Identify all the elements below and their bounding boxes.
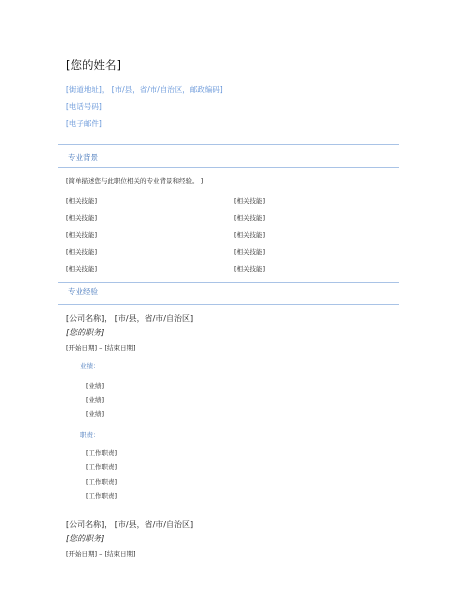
achievement-item[interactable]: [业绩] (86, 396, 105, 404)
email-line[interactable]: [电子邮件] (66, 119, 102, 128)
skill-item[interactable]: [相关技能] (66, 214, 98, 222)
skill-item[interactable]: [相关技能] (66, 248, 98, 256)
company-line[interactable]: [公司名称]， [市/县，省/市/自治区] (66, 520, 194, 529)
resume-name[interactable]: [您的姓名] (66, 58, 121, 72)
section-divider (58, 282, 399, 283)
duty-item[interactable]: [工作职责] (86, 463, 118, 471)
company-line[interactable]: [公司名称]， [市/县，省/市/自治区] (66, 314, 194, 323)
skill-item[interactable]: [相关技能] (234, 197, 266, 205)
phone-line[interactable]: [电话号码] (66, 102, 102, 111)
address-line[interactable]: [街道地址]， [市/县，省/市/自治区，邮政编码] (66, 85, 223, 94)
section-heading-experience: 专业经验 (68, 287, 98, 296)
skill-item[interactable]: [相关技能] (66, 197, 98, 205)
achievement-item[interactable]: [业绩] (86, 382, 105, 390)
skill-item[interactable]: [相关技能] (234, 265, 266, 273)
profile-summary[interactable]: [简单描述您与此职位相关的专业背景和经验。 ] (66, 177, 204, 185)
section-divider (58, 144, 399, 145)
duty-item[interactable]: [工作职责] (86, 478, 118, 486)
skill-item[interactable]: [相关技能] (234, 214, 266, 222)
date-range[interactable]: [开始日期] – [结束日期] (66, 344, 136, 352)
skill-item[interactable]: [相关技能] (234, 248, 266, 256)
section-heading-profile: 专业背景 (68, 153, 98, 162)
achievement-item[interactable]: [业绩] (86, 410, 105, 418)
job-title[interactable]: [您的职务] (66, 328, 105, 337)
skill-item[interactable]: [相关技能] (234, 231, 266, 239)
skill-item[interactable]: [相关技能] (66, 265, 98, 273)
duty-item[interactable]: [工作职责] (86, 449, 118, 457)
date-range[interactable]: [开始日期] – [结束日期] (66, 550, 136, 558)
section-divider (58, 304, 399, 305)
achievements-label: 业绩： (80, 362, 100, 370)
job-title[interactable]: [您的职务] (66, 534, 105, 543)
section-divider (58, 167, 399, 168)
skill-item[interactable]: [相关技能] (66, 231, 98, 239)
duty-item[interactable]: [工作职责] (86, 492, 118, 500)
duties-label: 职责： (80, 431, 100, 439)
